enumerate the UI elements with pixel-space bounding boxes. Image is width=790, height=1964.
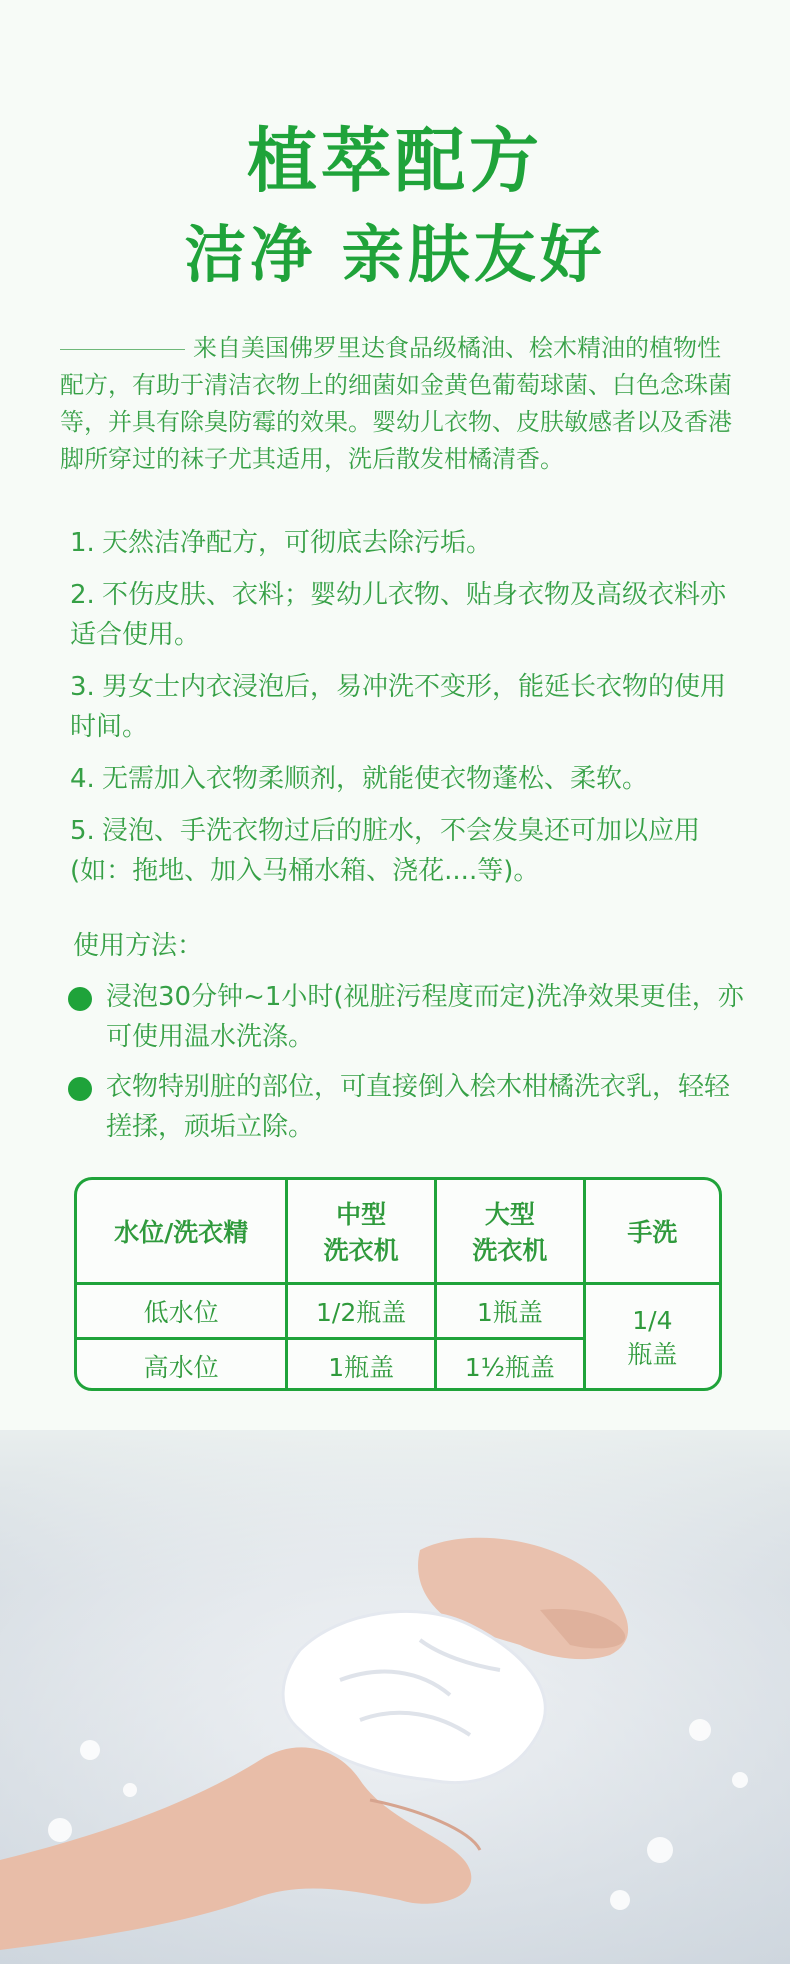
table-header-row [77, 1180, 719, 1284]
table-cell: 1/2瓶盖 [287, 1284, 436, 1339]
table-header: 手洗 [584, 1180, 719, 1284]
feature-number: 5. [70, 816, 95, 846]
feature-item [70, 759, 740, 799]
feature-list [70, 523, 740, 903]
feature-number: 2. [70, 580, 95, 610]
feature-item [70, 523, 740, 563]
table-cell: 1瓶盖 [436, 1284, 585, 1339]
feature-text: 无需加入衣物柔顺剂，就能使衣物蓬松、柔软。 [102, 764, 649, 794]
intro-divider [60, 349, 185, 350]
feature-number: 3. [70, 672, 95, 702]
usage-list [68, 977, 748, 1157]
table-cell: 1½瓶盖 [436, 1339, 585, 1392]
usage-title: 使用方法： [73, 931, 204, 961]
usage-item [68, 977, 748, 1057]
dosage-table [74, 1177, 722, 1391]
usage-text: 衣物特别脏的部位，可直接倒入桧木柑橘洗衣乳，轻轻搓揉，顽垢立除。 [106, 1072, 731, 1142]
usage-text: 浸泡30分钟~1小时(视脏污程度而定)洗净效果更佳，亦可使用温水洗涤。 [106, 982, 744, 1052]
table-header: 大型 洗衣机 [436, 1180, 585, 1284]
table-cell: 高水位 [77, 1339, 287, 1392]
table-header: 中型 洗衣机 [287, 1180, 436, 1284]
hands-washing-photo [0, 1430, 790, 1964]
feature-text: 浸泡、手洗衣物过后的脏水，不会发臭还可加以应用 (如：拖地、加入马桶水箱、浇花....等)。 [70, 816, 701, 886]
bullet-dot-icon [68, 987, 92, 1011]
feature-item [70, 667, 740, 747]
feature-number: 1. [70, 528, 95, 558]
feature-text: 天然洁净配方，可彻底去除污垢。 [102, 528, 493, 558]
feature-item [70, 811, 740, 891]
intro-paragraph [60, 330, 740, 478]
table-cell: 1瓶盖 [287, 1339, 436, 1392]
table-cell-handwash: 1/4 瓶盖 [584, 1284, 719, 1392]
headline-title: 植萃配方 [247, 120, 543, 202]
feature-text: 不伤皮肤、衣料；婴幼儿衣物、贴身衣物及高级衣料亦适合使用。 [70, 580, 727, 650]
table-cell: 低水位 [77, 1284, 287, 1339]
bullet-dot-icon [68, 1077, 92, 1101]
feature-number: 4. [70, 764, 95, 794]
usage-item [68, 1067, 748, 1147]
feature-text: 男女士内衣浸泡后，易冲洗不变形，能延长衣物的使用时间。 [70, 672, 727, 742]
intro-text: 来自美国佛罗里达食品级橘油、桧木精油的植物性配方，有助于清洁衣物上的细菌如金黄色葡萄球菌、白色念珠菌等，并具有除臭防霉的效果。婴幼儿衣物、皮肤敏感者以及香港脚所穿过的袜子尤其适用，洗后散发柑橘清香。 [60, 334, 732, 473]
feature-item [70, 575, 740, 655]
table-header: 水位/洗衣精 [77, 1180, 287, 1284]
table-row [77, 1284, 719, 1339]
headline-subtitle: 洁净 亲肤友好 [184, 218, 606, 291]
